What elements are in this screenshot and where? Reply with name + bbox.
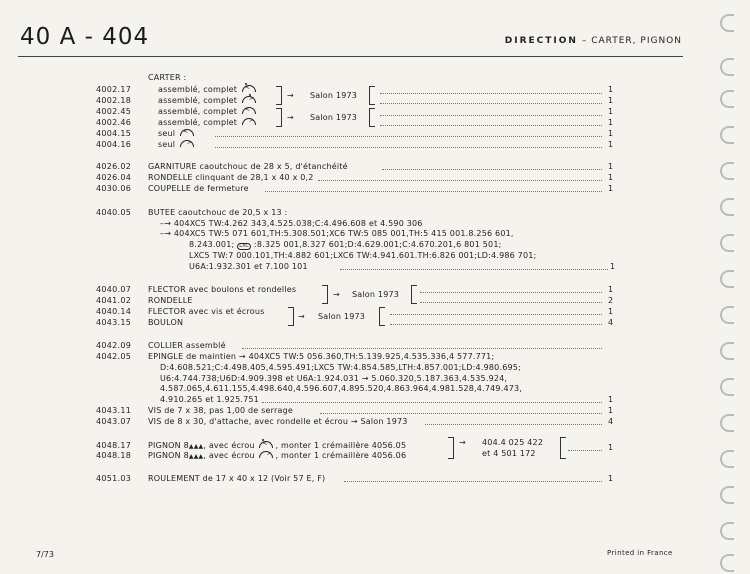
binding-hole [720,58,734,76]
part-desc: FLECTOR avec vis et écrous [148,307,265,316]
qty: 1 [608,443,614,452]
qty: 1 [608,118,614,127]
fitment-line: LXC5 TW:7 000.101,TH:4.882 601;LXC6 TW:4.941.601.TH:6.826 001;LD:4.986 701; [189,251,537,260]
binding-hole [720,306,734,324]
leader-dots [390,324,602,325]
part-ref: 4040.07 [96,285,132,294]
arrow-icon: → [238,352,246,361]
qty: 4 [608,417,614,426]
leader-dots [318,180,602,181]
part-desc: BOULON [148,318,184,327]
part-ref: 4002.17 [96,85,132,94]
part-desc: VIS de 7 x 38, pas 1,00 de serrage [148,406,293,415]
part-desc: assemblé, complet < [158,107,258,117]
steering-left-icon [259,441,273,448]
pignon-note: et 4 501 172 [482,449,536,458]
qty: 1 [608,96,614,105]
binding-hole [720,162,734,180]
part-desc: RONDELLE clinquant de 28,1 x 40 x 0,2 [148,173,314,182]
part-ref: 4002.18 [96,96,132,105]
page-title: 40 A - 404 [20,24,150,50]
arrow-icon: → [287,113,294,122]
leader-dots [215,136,602,137]
steering-right-icon [259,451,273,458]
triangle-symbols: ▲▲▲ [188,453,204,460]
bracket [448,437,454,459]
qty: 2 [608,296,614,305]
fitment-line: 8.243.001; LXC :8.325 001,8.327 601;D:4.629.001;C:4.670.201,6 801 501; [189,240,502,249]
part-ref: 4030.06 [96,184,132,193]
section-subtitle: – CARTER, PIGNON [577,36,682,46]
leader-dots [420,292,602,293]
qty: 1 [608,395,614,404]
qty: 1 [608,107,614,116]
leader-dots [420,302,602,303]
part-ref: 4041.02 [96,296,132,305]
qty: 1 [608,85,614,94]
binding-hole [720,90,734,108]
printed-note: Printed in France [607,549,673,557]
qty: 1 [608,307,614,316]
part-desc: seul > [158,140,196,150]
part-desc: EPINGLE de maintien → 404XC5 TW:5 056.360,TH:5.139.925,4.535.336,4 577.771; [148,352,495,361]
part-desc: PIGNON 8▲▲▲, avec écrou > , monter 1 crémaillère 4056.06 [148,451,406,462]
bracket [288,307,294,326]
part-desc: GARNITURE caoutchouc de 28 x 5, d'étanchéité [148,162,348,171]
arrow-icon: → [333,290,340,299]
arrow-icon: → [459,438,466,447]
leader-dots [380,93,602,94]
part-desc: assemblé, complet > [158,96,258,106]
binding-hole [720,234,734,252]
part-ref: 4043.15 [96,318,132,327]
part-desc: COUPELLE de fermeture [148,184,249,193]
binding-hole [720,554,734,572]
leader-dots [265,191,602,192]
carter-heading: CARTER : [148,73,187,82]
bracket [379,307,385,326]
binding-hole [720,270,734,288]
part-desc: PIGNON 8▲▲▲, avec écrou < , monter 1 crémaillère 4056.05 [148,441,406,452]
binding-hole [720,126,734,144]
bracket [276,86,282,105]
binding-hole [720,486,734,504]
leader-dots [568,450,602,451]
leader-dots [390,314,602,315]
fitment-line: U6:4.744.738;U6D:4.909.398 et U6A:1.924.031 → 5.060.320,5.187.363,4.535.924, [160,374,508,383]
part-desc: seul < [158,129,196,139]
qty: 1 [608,285,614,294]
binding-hole [720,414,734,432]
fitment-line: –→ 404XC5 TW:5 071 601,TH:5.308.501;XC6 TW:5 085 001,TH:5 415 001.8.256 601, [160,229,514,238]
steering-left-icon [180,129,194,136]
section-title [505,36,682,46]
arrow-icon: –→ [160,229,172,238]
salon-note: Salon 1973 [318,312,366,321]
qty: 1 [608,162,614,171]
leader-dots [320,413,602,414]
steering-right-icon [242,118,256,125]
bracket [560,437,566,459]
part-ref: 4051.03 [96,474,132,483]
bracket [369,108,375,127]
part-ref: 4002.46 [96,118,132,127]
leader-dots [380,125,602,126]
part-ref: 4043.07 [96,417,132,426]
binding-hole [720,342,734,360]
part-ref: 4048.18 [96,451,132,460]
leader-dots [242,348,602,349]
leader-dots [262,402,602,403]
part-desc: VIS de 8 x 30, d'attache, avec rondelle et écrou → Salon 1973 [148,417,408,426]
arrow-icon: → [361,374,369,383]
qty: 1 [608,129,614,138]
leader-dots [215,147,602,148]
fitment-line: D:4.608.521;C:4.498.405,4.595.491;LXC5 TW:4.854.585,LTH:4.857.001;LD:4.980.695; [160,363,521,372]
triangle-symbols: ▲▲▲ [188,443,204,450]
part-ref: 4043.11 [96,406,132,415]
steering-left-icon [242,85,256,92]
leader-dots [382,169,602,170]
part-desc: BUTEE caoutchouc de 20,5 x 13 : [148,208,288,217]
leader-dots [380,103,602,104]
page-number: 7/73 [36,550,54,559]
lxc-badge: LXC [237,243,251,250]
part-ref: 4042.05 [96,352,132,361]
binding-hole [720,522,734,540]
steering-right-icon [180,140,194,147]
qty: 4 [608,318,614,327]
part-desc: COLLIER assemblé [148,341,226,350]
qty: 1 [608,140,614,149]
qty: 1 [610,262,616,271]
salon-note: Salon 1973 [352,290,400,299]
arrow-icon: → [350,417,358,426]
part-desc: assemblé, complet > [158,118,258,128]
qty: 1 [608,474,614,483]
part-ref: 4042.09 [96,341,132,350]
binding-hole [720,450,734,468]
section-name: DIRECTION [504,36,578,46]
fitment-line: 4.587.065,4.611.155,4.498.640,4.596.607,4.895.520,4.863.964,4.981.528,4.749.473, [160,384,523,393]
leader-dots [380,115,602,116]
part-ref: 4040.05 [96,208,132,217]
part-ref: 4004.15 [96,129,132,138]
steering-right-icon [242,96,256,103]
leader-dots [340,269,608,270]
part-ref: 4026.02 [96,162,132,171]
arrow-icon: –→ [160,219,172,228]
part-desc: ROULEMENT de 17 x 40 x 12 (Voir 57 E, F) [148,474,326,483]
arrow-icon: → [298,312,305,321]
qty: 1 [608,184,614,193]
salon-note: Salon 1973 [310,91,358,100]
bracket [369,86,375,105]
fitment-line: U6A:1.932.301 et 7.100 101 [189,262,308,271]
part-desc: assemblé, complet < [158,85,258,95]
leader-dots [425,424,602,425]
part-desc: RONDELLE [148,296,193,305]
pignon-note: 404.4 025 422 [482,438,544,447]
leader-dots [344,481,602,482]
steering-left-icon [242,107,256,114]
arrow-icon: → [287,91,294,100]
binding-hole [720,378,734,396]
bracket [411,285,417,304]
bracket [276,108,282,127]
header-rule [18,56,683,57]
part-ref: 4048.17 [96,441,132,450]
part-desc: FLECTOR avec boulons et rondelles [148,285,297,294]
part-ref: 4026.04 [96,173,132,182]
part-ref: 4004.16 [96,140,132,149]
bracket [322,285,328,304]
binding-hole [720,14,734,32]
fitment-line: 4.910.265 et 1.925.751 [160,395,259,404]
salon-note: Salon 1973 [310,113,358,122]
fitment-line: –→ 404XC5 TW:4.262 343,4.525.038;C:4.496.608 et 4.590 306 [160,219,423,228]
part-ref: 4002.45 [96,107,132,116]
binding-hole [720,198,734,216]
qty: 1 [608,406,614,415]
part-ref: 4040.14 [96,307,132,316]
qty: 1 [608,173,614,182]
